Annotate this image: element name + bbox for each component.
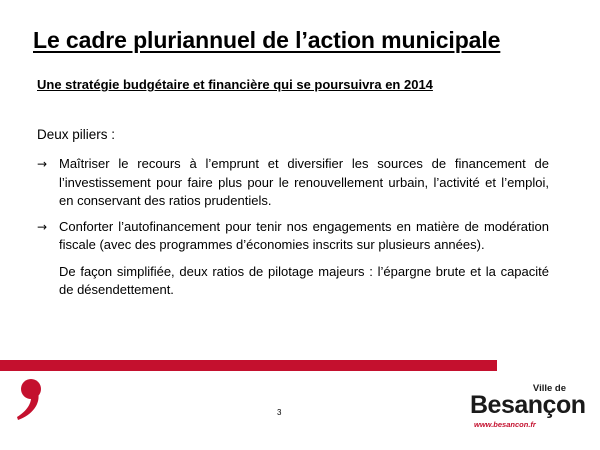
bullet-text: Conforter l’autofinancement pour tenir nos engagements en matière de modération fiscale (avec des programmes d’économies inscrits sur plusieurs années). (59, 218, 549, 252)
logo-website: www.besancon.fr (474, 420, 536, 429)
slide-title: Le cadre pluriannuel de l’action municipale (33, 27, 501, 53)
summary-note: De façon simplifiée, deux ratios de pilotage majeurs : l’épargne brute et la capacité de désendettement. (59, 263, 549, 297)
bullet-text: Maîtriser le recours à l’emprunt et diversifier les sources de financement de l’investissement pour faire plus pour le renouvellement urbain, l’activité et l’emploi, en conservant des ratios prudentiels. (59, 156, 549, 208)
page-number: 3 (277, 408, 282, 417)
bullet-list (37, 155, 549, 300)
right-arrow-icon: → (37, 219, 48, 234)
right-arrow-icon: → (37, 157, 48, 171)
logo-ville-label: Ville de (532, 383, 566, 394)
bullet-item (37, 155, 549, 211)
intro-text: Deux piliers : (37, 127, 116, 142)
bullet-item (37, 218, 549, 255)
logo-city-name: Besançon (470, 391, 586, 419)
besancon-logo (470, 383, 586, 433)
red-divider-band (0, 360, 497, 371)
comma-logo-icon (12, 378, 52, 422)
slide-subtitle: Une stratégie budgétaire et financière qui se poursuivra en 2014 (37, 77, 433, 92)
